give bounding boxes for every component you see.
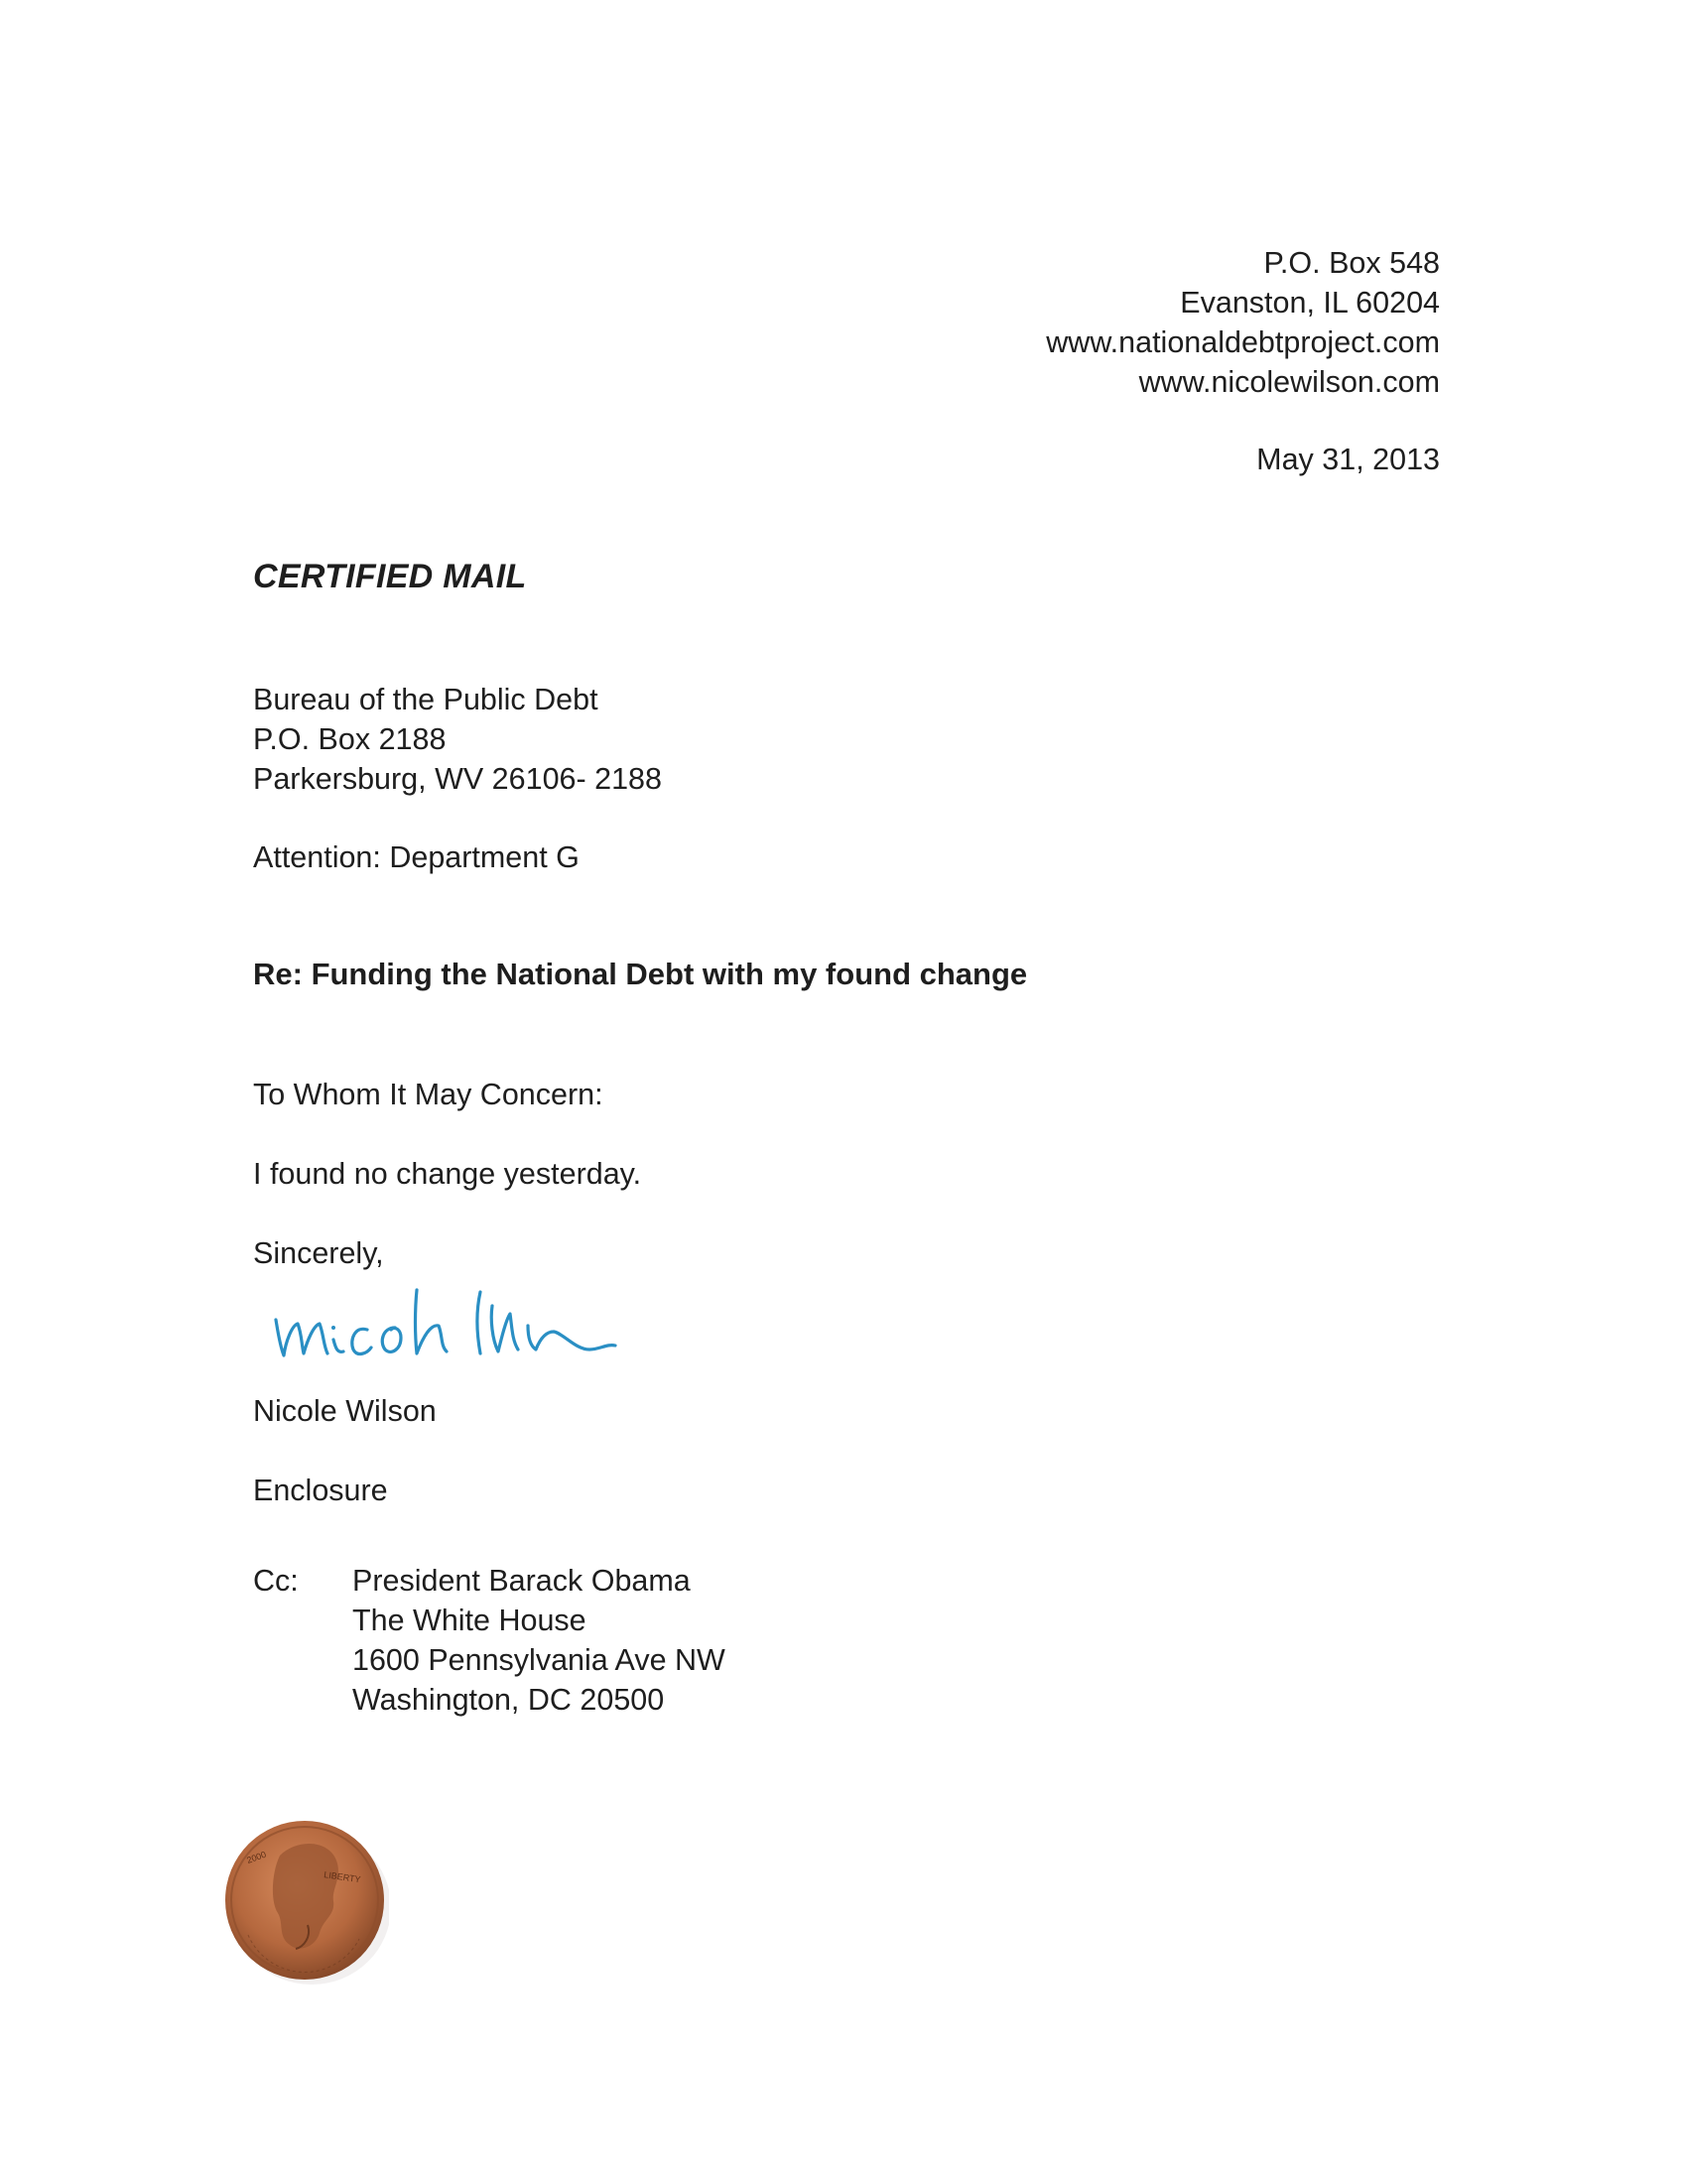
cc-line-2: The White House	[352, 1604, 586, 1637]
recipient-name: Bureau of the Public Debt	[253, 683, 598, 716]
letter-date: May 31, 2013	[1256, 443, 1440, 476]
salutation: To Whom It May Concern:	[253, 1078, 603, 1111]
cc-line-3: 1600 Pennsylvania Ave NW	[352, 1643, 725, 1677]
sender-website-1: www.nationaldebtproject.com	[1046, 325, 1440, 359]
cc-line-1: President Barack Obama	[352, 1564, 691, 1598]
sender-address-line1: P.O. Box 548	[1263, 246, 1440, 280]
attention-line: Attention: Department G	[253, 840, 580, 874]
sender-address-line2: Evanston, IL 60204	[1180, 286, 1440, 320]
penny-icon	[220, 1816, 389, 1985]
mail-type-heading: CERTIFIED MAIL	[253, 558, 527, 595]
subject-line: Re: Funding the National Debt with my found change	[253, 957, 1028, 991]
cc-recipient-block	[352, 1561, 725, 1720]
sender-website-2: www.nicolewilson.com	[1138, 365, 1440, 399]
recipient-address-line1: P.O. Box 2188	[253, 722, 447, 756]
signer-name: Nicole Wilson	[253, 1394, 437, 1428]
handwritten-signature	[268, 1280, 635, 1369]
coin-liberty-text: LIBERTY	[323, 1869, 362, 1885]
recipient-address-line2: Parkersburg, WV 26106- 2188	[253, 762, 662, 796]
cc-line-4: Washington, DC 20500	[352, 1683, 665, 1717]
letter-body: I found no change yesterday.	[253, 1157, 642, 1191]
enclosure-note: Enclosure	[253, 1474, 388, 1507]
coin-year-text: 2000	[245, 1849, 268, 1865]
cc-label: Cc:	[253, 1564, 299, 1598]
closing: Sincerely,	[253, 1236, 384, 1270]
